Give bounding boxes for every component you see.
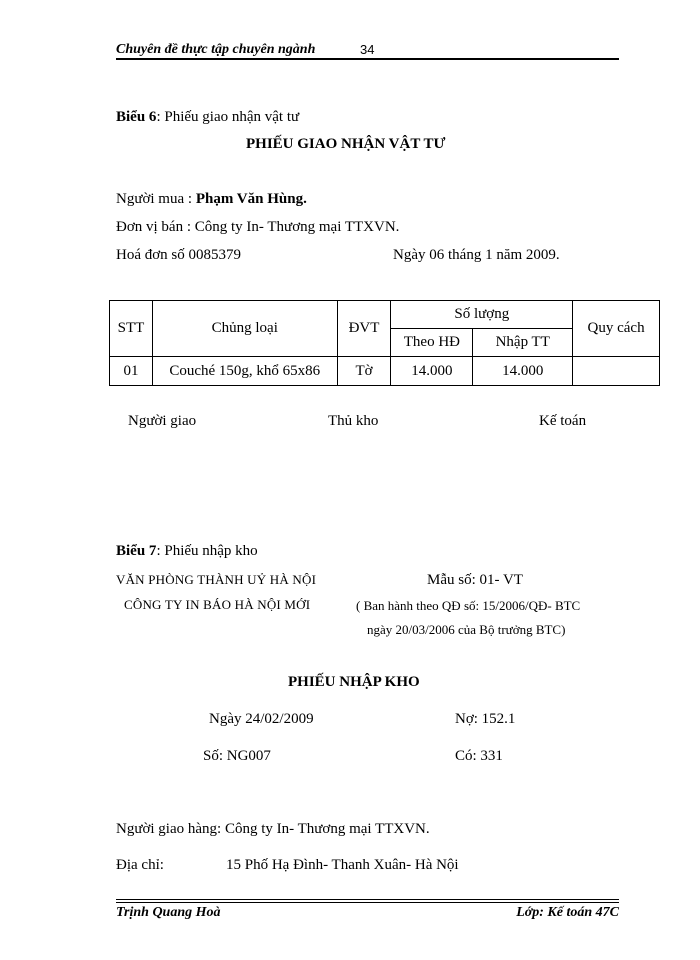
page-number: 34 — [360, 42, 375, 57]
buyer-name: Phạm Văn Hùng. — [195, 191, 307, 207]
signature-storekeeper: Thủ kho — [328, 413, 379, 429]
credit-account: Có: 331 — [455, 748, 503, 764]
delivery-slip-title: PHIẾU GIAO NHẬN VẬT TƯ — [246, 136, 446, 152]
deliverer-line: Người giao hàng: Công ty In- Thương mại TTXVN. — [116, 821, 430, 837]
figure-6-text: : Phiếu giao nhận vật tư — [156, 109, 300, 125]
header-qty-actual: Nhập TT — [473, 329, 573, 357]
address-label: Địa chỉ: — [116, 857, 164, 873]
cell-stt: 01 — [110, 357, 153, 386]
cell-spec — [573, 357, 660, 386]
invoice-date: Ngày 06 tháng 1 năm 2009. — [393, 247, 560, 263]
address-value: 15 Phố Hạ Đình- Thanh Xuân- Hà Nội — [226, 857, 459, 873]
header-rule — [116, 58, 619, 60]
buyer-line — [116, 191, 307, 208]
decree-line-1: ( Ban hành theo QĐ số: 15/2006/QĐ- BTC — [356, 598, 581, 613]
header-quantity: Số lượng — [391, 301, 573, 329]
header-spec: Quy cách — [573, 301, 660, 357]
footer-author: Trịnh Quang Hoà — [116, 905, 221, 920]
figure-7-text: : Phiếu nhập kho — [156, 543, 258, 559]
header-stt: STT — [110, 301, 153, 357]
buyer-label: Người mua : — [116, 191, 196, 207]
receipt-date: Ngày 24/02/2009 — [209, 711, 314, 727]
delivery-table — [109, 300, 660, 386]
header-type: Chủng loại — [152, 301, 337, 357]
figure-6-caption — [116, 109, 299, 126]
footer-class: Lớp: Kế toán 47C — [516, 905, 619, 920]
org-line-2: CÔNG TY IN BÁO HÀ NỘI MỚI — [124, 597, 311, 612]
table-header-row — [110, 301, 660, 329]
figure-7-label: Biểu 7 — [116, 543, 157, 559]
debit-account: Nợ: 152.1 — [455, 711, 516, 727]
invoice-line: Hoá đơn số 0085379 — [116, 247, 242, 263]
header-unit: ĐVT — [337, 301, 391, 357]
signature-deliverer: Người giao — [128, 413, 197, 429]
footer-rule-bottom — [116, 902, 619, 903]
cell-unit: Tờ — [337, 357, 391, 386]
cell-qty-invoice: 14.000 — [391, 357, 473, 386]
receipt-title: PHIẾU NHẬP KHO — [288, 674, 420, 690]
signature-accountant: Kế toán — [539, 413, 587, 429]
header-qty-invoice: Theo HĐ — [391, 329, 473, 357]
cell-type: Couché 150g, khổ 65x86 — [152, 357, 337, 386]
figure-7-caption — [116, 543, 258, 560]
decree-line-2: ngày 20/03/2006 của Bộ trưởng BTC) — [367, 622, 566, 637]
figure-6-label: Biểu 6 — [116, 109, 157, 125]
receipt-number: Số: NG007 — [203, 748, 271, 764]
running-header-title: Chuyên đề thực tập chuyên ngành — [116, 42, 316, 57]
footer-rule-top — [116, 899, 619, 900]
cell-qty-actual: 14.000 — [473, 357, 573, 386]
seller-line: Đơn vị bán : Công ty In- Thương mại TTXVN. — [116, 219, 400, 235]
table-row — [110, 357, 660, 386]
org-line-1: VĂN PHÒNG THÀNH UỶ HÀ NỘI — [116, 572, 317, 587]
form-number: Mẫu số: 01- VT — [427, 572, 523, 588]
